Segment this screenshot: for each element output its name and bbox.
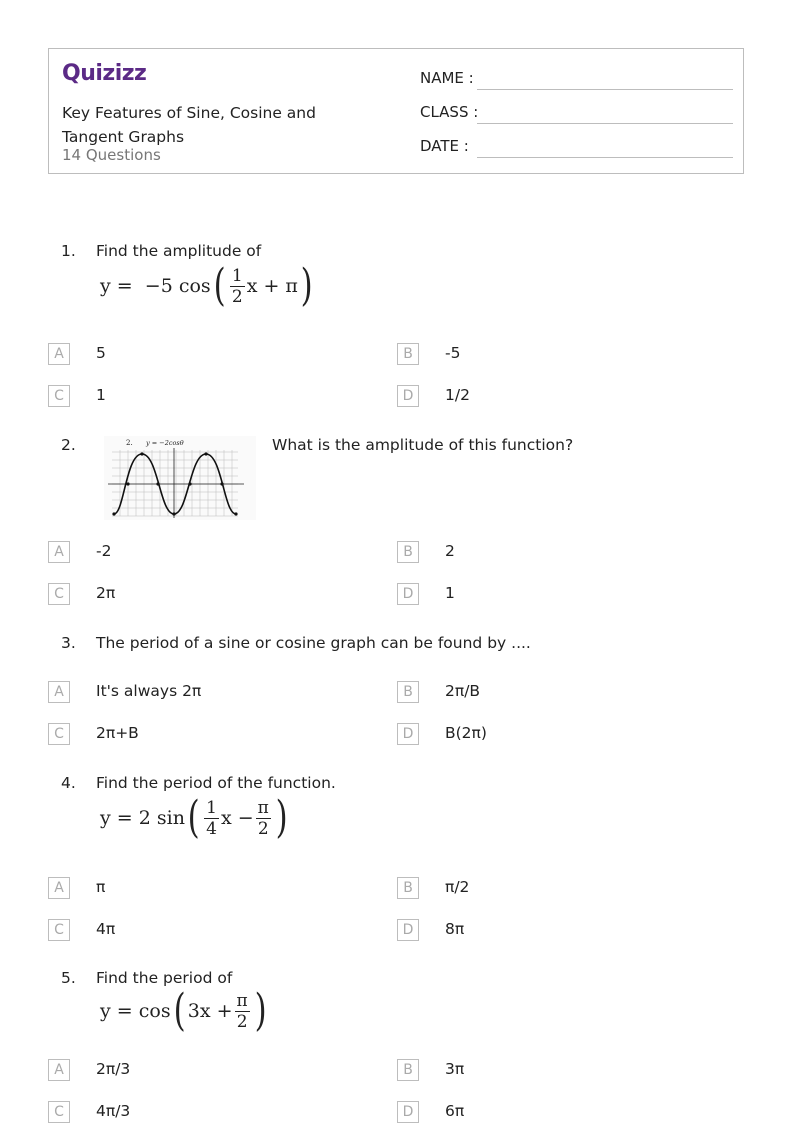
option-text: 2π+B [96,724,139,742]
option-text: 2 [445,542,455,560]
option-text: 2π [96,584,116,602]
question-number: 4. [61,774,76,792]
figure-equation: y = −2cosθ [146,439,184,447]
date-field[interactable] [477,157,733,158]
figure-label: 2. [126,439,133,447]
option-letter: A [48,877,70,899]
math-coefficient: 2 sin [138,807,185,829]
open-paren: ( [173,985,186,1036]
option-letter: C [48,583,70,605]
option-text: 1/2 [445,386,470,404]
numerator: 1 [231,265,243,286]
question-text: What is the amplitude of this function? [272,436,574,454]
quizizz-logo: Quizizz [62,61,147,86]
class-label: CLASS : [420,103,479,121]
question-number: 2. [61,436,76,454]
question-count: 14 Questions [62,146,161,164]
fraction [204,798,219,839]
math-middle: 3x + [187,1000,233,1022]
denominator: 2 [257,818,269,839]
option-letter: B [397,877,419,899]
option-letter: B [397,1059,419,1081]
open-paren: ( [187,792,200,843]
option-letter: A [48,1059,70,1081]
close-paren: ) [300,260,313,311]
fraction [256,798,271,839]
option-letter: D [397,583,419,605]
close-paren: ) [254,985,267,1036]
option-text: 5 [96,344,106,362]
date-label: DATE : [420,137,469,155]
option-text: 1 [96,386,106,404]
fraction [235,991,250,1032]
class-field[interactable] [477,123,733,124]
math-coefficient: cos [138,1000,171,1022]
open-paren: ( [213,260,226,311]
question-text: Find the period of [96,969,233,987]
option-text: 2π/B [445,682,481,700]
name-label: NAME : [420,69,474,87]
math-coefficient: −5 cos [144,275,211,297]
option-text: -5 [445,344,461,362]
question-text: Find the period of the function. [96,774,336,792]
worksheet-title: Key Features of Sine, Cosine and Tangent Graphs [62,104,316,146]
option-text: π [96,878,106,896]
option-text: 8π [445,920,465,938]
option-text: It's always 2π [96,682,202,700]
math-lhs: y [100,275,111,297]
numerator: π [236,990,248,1011]
option-letter: B [397,541,419,563]
option-letter: D [397,1101,419,1123]
option-letter: A [48,343,70,365]
math-rest: x + π [246,275,298,297]
question-number: 1. [61,242,76,260]
numerator: π [257,797,269,818]
option-text: B(2π) [445,724,487,742]
option-letter: B [397,343,419,365]
option-letter: D [397,723,419,745]
option-text: 4π/3 [96,1102,131,1120]
option-text: 1 [445,584,455,602]
option-letter: C [48,919,70,941]
question-text: Find the amplitude of [96,242,262,260]
math-equals: = [116,807,133,829]
option-letter: C [48,1101,70,1123]
math-expression [100,260,315,311]
option-text: 4π [96,920,116,938]
fraction [230,266,245,307]
option-letter: C [48,723,70,745]
option-letter: A [48,541,70,563]
option-text: π/2 [445,878,470,896]
math-expression [100,985,269,1036]
question-number: 3. [61,634,76,652]
math-lhs: y [100,807,111,829]
denominator: 2 [236,1011,248,1032]
option-text: -2 [96,542,112,560]
question-text: The period of a sine or cosine graph can be found by .... [96,634,531,652]
name-field[interactable] [477,89,733,90]
math-expression [100,792,290,843]
numerator: 1 [206,797,217,818]
option-letter: D [397,919,419,941]
option-text: 2π/3 [96,1060,131,1078]
math-lhs: y [100,1000,111,1022]
question-number: 5. [61,969,76,987]
option-letter: C [48,385,70,407]
option-text: 3π [445,1060,465,1078]
option-letter: D [397,385,419,407]
denominator: 4 [206,818,217,839]
option-letter: B [397,681,419,703]
math-equals: = [116,275,133,297]
option-letter: A [48,681,70,703]
worksheet-header [48,48,744,174]
close-paren: ) [275,792,288,843]
math-equals: = [116,1000,133,1022]
denominator: 2 [231,286,243,307]
option-text: 6π [445,1102,465,1120]
math-middle: x − [220,807,254,829]
cosine-graph-figure [104,436,256,520]
